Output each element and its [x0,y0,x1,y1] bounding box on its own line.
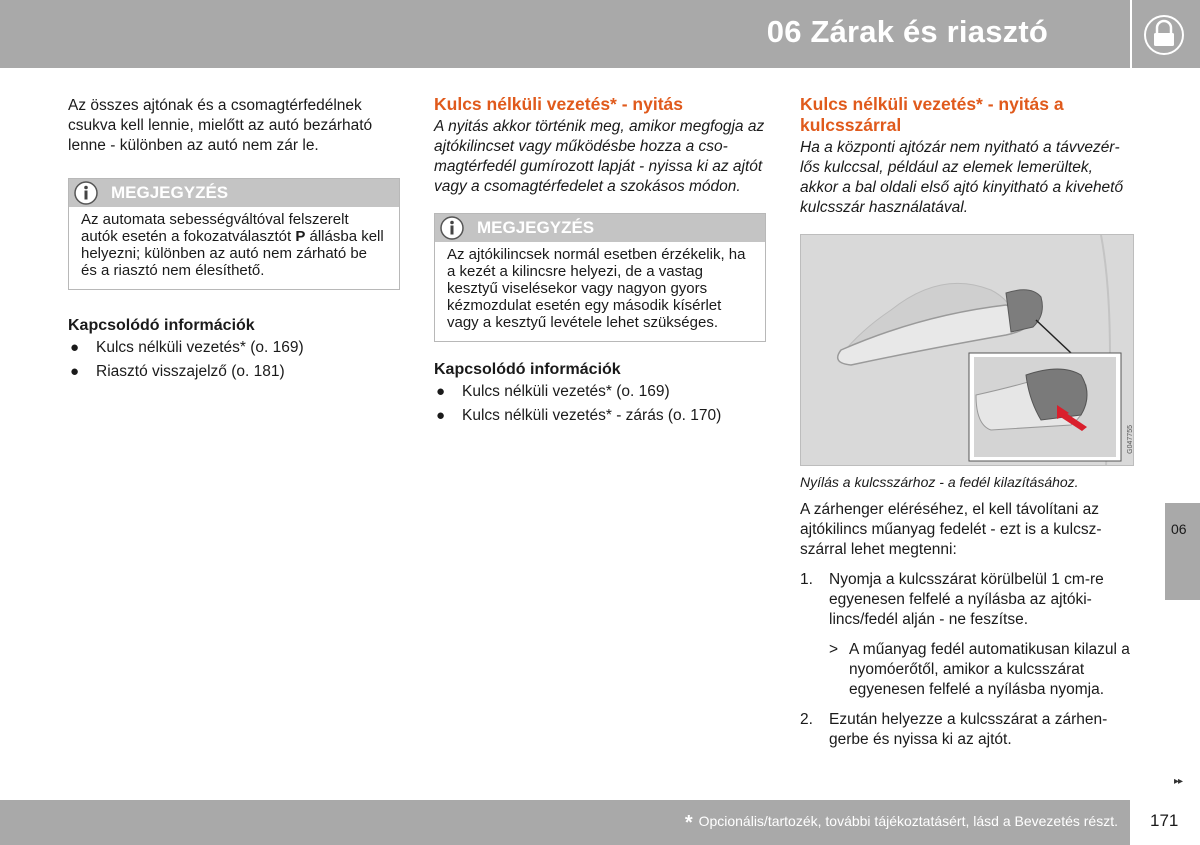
note-header [69,179,399,207]
column-left [68,94,400,386]
page-number: 171 [1150,811,1179,830]
step-result [829,640,1134,700]
section-title: Kulcs nélküli vezetés* - nyitás [434,94,683,114]
note-box [68,178,400,290]
continue-arrow-icon: ▸▸ [1174,776,1183,787]
related-link[interactable] [434,382,766,402]
note-text-part2: állásba kell helyezni; különben az autó nem zárható be és a riasztó nem élesíthető. [81,228,384,279]
note-title: MEGJEGYZÉS [111,183,229,202]
chapter-header-bar [0,0,1130,68]
step-text: Ezután helyezze a kulcsszárat a zárhengerbe és nyissa ki az ajtót. [829,711,1108,748]
note-body: Az ajtókilincsek normál esetben érzékelik, ha a kezét a kilincsre helyezi, de a vastag kesztyű viselésekor vagy nagyon gyors kézmozdulat esetén egy második kísérlet vagy a kesztyű levétele lehet szükséges. [447,246,746,331]
section-title: Kulcs nélküli vezetés* - nyitás a kulcsszárral [800,94,1064,135]
footnote-star: * [684,812,693,834]
lock-icon [1143,14,1185,56]
gear-position-label: P [295,228,306,245]
note-body [69,207,399,289]
bullet: ● [436,407,446,424]
footnote [685,812,1118,835]
section-intro: A nyitás akkor történik meg, amikor megfogja az ajtókilincset vagy működésbe hozza a csomagtérfedél gumírozott lapját - nyissa ki az ajtót vagy a csomagtérfedelet a szokásos módon. [434,118,765,195]
note-box [434,213,766,342]
note-title: MEGJEGYZÉS [477,218,595,237]
related-info-list [434,382,766,426]
footnote-text: Opcionális/tartozék, további tájékoztatásért, lásd a Bevezetés részt. [698,813,1118,829]
section-intro: Ha a központi ajtózár nem nyitható a távvezérlős kulccsal, például az elemek lemerültek, akkor a bal oldali első ajtó kinyitható a kivehető kulcsszár használatával. [800,139,1124,216]
column-right [800,94,1134,760]
related-link[interactable] [68,338,400,358]
chapter-title: 06 Zárak és riasztó [766,14,1048,49]
step-item [800,570,1134,700]
column-middle [434,94,766,430]
related-link[interactable] [434,406,766,426]
door-handle-drawing [801,235,1133,465]
related-link-text[interactable]: Riasztó visszajelző (o. 181) [96,363,285,380]
related-link-text[interactable]: Kulcs nélküli vezetés* - zárás (o. 170) [462,407,722,424]
related-info-heading: Kapcsolódó információk [68,317,255,334]
step-number: 2. [800,711,813,728]
info-icon [73,180,99,206]
related-link-text[interactable]: Kulcs nélküli vezetés* (o. 169) [96,339,304,356]
door-handle-illustration [800,234,1134,466]
step-text: Nyomja a kulcsszárat körülbelül 1 cm-re egyenesen felfelé a nyílásba az ajtókilincs/fedél alján - ne feszítse. [829,571,1104,628]
info-icon [439,215,465,241]
note-header [435,214,765,242]
footer-bar [0,800,1130,845]
related-link-text[interactable]: Kulcs nélküli vezetés* (o. 169) [462,383,670,400]
step-number: 1. [800,571,813,588]
figure-code: G047755 [1127,425,1134,454]
step-list [800,570,1134,750]
bullet: ● [70,363,80,380]
related-link[interactable] [68,362,400,382]
result-marker: > [829,641,839,658]
step-result-text: A műanyag fedél automatikusan kilazul a nyomóerőtől, amikor a kulcsszárat egyenesen felfelé a nyílásba nyomja. [849,641,1130,698]
note-text-part1: Az automata sebességváltóval felszerelt autók esetén a fokozatválasztót [81,211,349,245]
related-info-list [68,338,400,382]
chapter-side-tab[interactable] [1165,503,1200,600]
related-info-heading: Kapcsolódó információk [434,361,621,378]
bullet: ● [436,383,446,400]
bullet: ● [70,339,80,356]
chapter-tab-label: 06 [1171,521,1187,537]
figure-caption: Nyílás a kulcsszárhoz - a fedél kilazításához. [800,474,1079,490]
intro-paragraph: Az összes ajtónak és a csomagtérfedélnek csukva kell lennie, mielőtt az autó bezárható lenne - különben az autó nem zár le. [68,97,373,154]
body-paragraph: A zárhenger eléréséhez, el kell távolítani az ajtókilincs műanyag fedelét - ezt is a kulcszszárral lehet megtenni: [800,501,1102,558]
step-item [800,710,1134,750]
